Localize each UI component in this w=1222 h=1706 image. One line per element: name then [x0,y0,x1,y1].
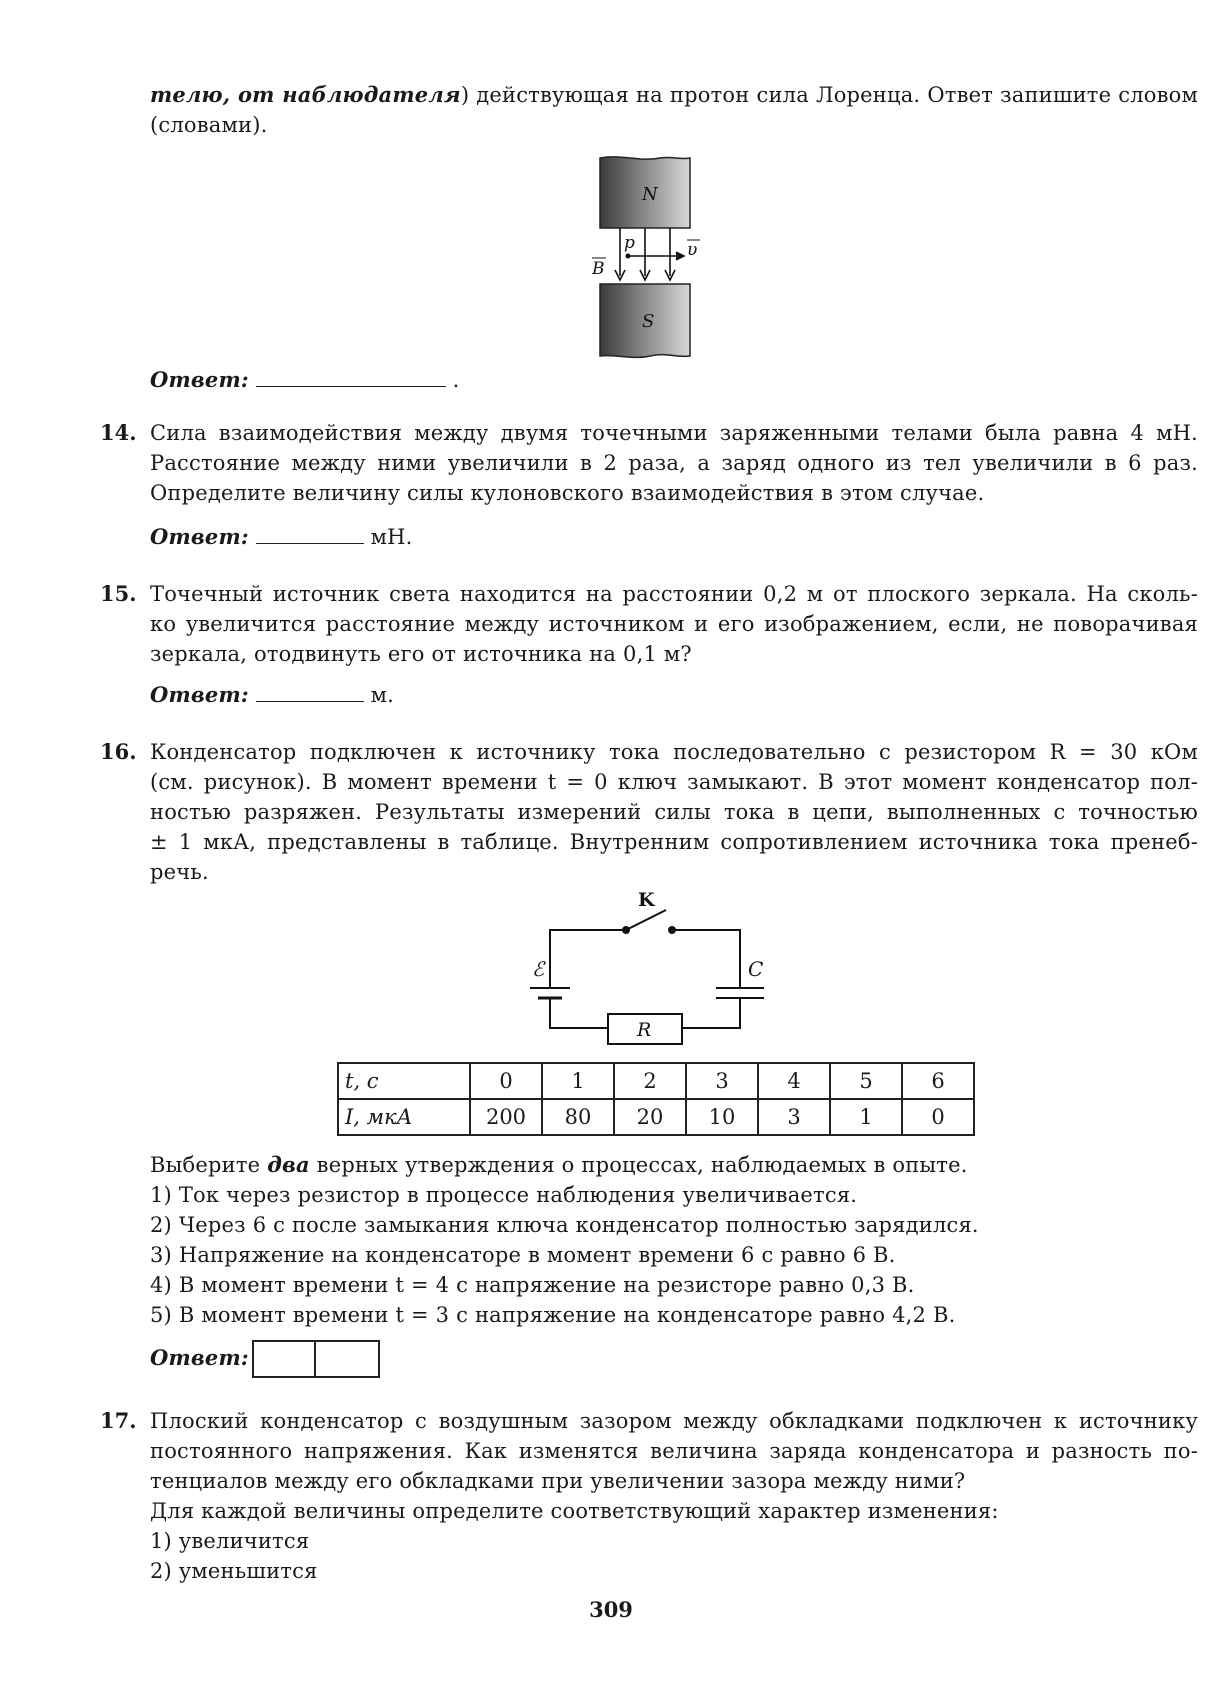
v-label: υ [687,240,698,260]
q16-number: 16. [100,739,137,764]
answer-14: Ответ: мН. [150,524,413,549]
q16-line-1: Конденсатор подключен к источнику тока последовательно с резистором R = 30 кОм [150,740,1198,764]
intro-line-1: телю, от наблюдателя) действующая на протон сила Лоренца. Ответ запишите словом [150,82,1198,107]
answer-16-label: Ответ: [150,1345,249,1370]
answer-13: Ответ: . [150,367,460,392]
q15-line-1: Точечный источник света находится на расстоянии 0,2 м от плоского зеркала. На сколь- [150,582,1198,606]
q17-option-2: 2) уменьшится [150,1559,318,1583]
table-cell: 5 [830,1063,902,1099]
table-cell: 4 [758,1063,830,1099]
q14-number: 14. [100,420,137,445]
q16-line-2: (см. рисунок). В момент времени t = 0 ключ замыкают. В этот момент конденсатор пол- [150,770,1198,794]
table-cell: 0 [470,1063,542,1099]
q15-line-3: зеркала, отодвинуть его от источника на 0,1 м? [150,642,692,666]
table-header-time: t, с [338,1063,470,1099]
table-cell: 1 [542,1063,614,1099]
velocity-arrow [628,252,684,260]
answer-16-box[interactable] [252,1340,380,1378]
q17-line-3: тенциалов между его обкладками при увеличении зазора между ними? [150,1469,966,1493]
q17-line-2: постоянного напряжения. Как изменятся величина заряда конденсатора и разность по- [150,1439,1198,1463]
q16-option-4: 4) В момент времени t = 4 с напряжение на резисторе равно 0,3 В. [150,1273,915,1297]
table-row-time [338,1063,974,1099]
magnet-figure [580,152,720,362]
q16-option-5: 5) В момент времени t = 3 с напряжение на конденсаторе равно 4,2 В. [150,1303,956,1327]
table-cell: 10 [686,1099,758,1135]
q16-choose-instruction: Выберите два верных утверждения о процессах, наблюдаемых в опыте. [150,1152,968,1177]
answer-box-divider [314,1342,316,1376]
q14-line-3: Определите величину силы кулоновского взаимодействия в этом случае. [150,481,985,505]
proton-dot [626,254,631,259]
answer-15-field[interactable] [256,701,364,702]
q15-line-2: ко увеличится расстояние между источником и его изображением, если, не поворачивая [150,612,1198,636]
q17-option-1: 1) увеличится [150,1529,310,1553]
circuit-diagram [520,888,780,1058]
table-cell: 200 [470,1099,542,1135]
q14-line-2: Расстояние между ними увеличили в 2 раза, а заряд одного из тел увеличили в 6 раз. [150,451,1198,475]
table-cell: 1 [830,1099,902,1135]
table-row-current [338,1099,974,1135]
q16-option-1: 1) Ток через резистор в процессе наблюдения увеличивается. [150,1183,858,1207]
key-contact-right [669,927,675,933]
q17-number: 17. [100,1408,137,1433]
q16-line-5: речь. [150,860,209,884]
table-cell: 2 [614,1063,686,1099]
q15-number: 15. [100,581,137,606]
key-switch [626,910,666,930]
table-cell: 3 [686,1063,758,1099]
q16-option-3: 3) Напряжение на конденсаторе в момент времени 6 с равно 6 В. [150,1243,896,1267]
answer-15: Ответ: м. [150,682,395,707]
resistor-label: R [637,1019,652,1041]
key-label: K [638,889,655,911]
north-label: N [642,184,658,205]
answer-13-field[interactable] [256,386,446,387]
intro-line-2: (словами). [150,113,268,137]
q17-line-1: Плоский конденсатор с воздушным зазором между обкладками подключен к источнику [150,1409,1198,1433]
table-header-current: I, мкА [338,1099,470,1135]
q16-line-3: ностью разряжен. Результаты измерений силы тока в цепи, выполненных с точностью [150,800,1198,824]
q16-line-4: ± 1 мкА, представлены в таблице. Внутренним сопротивлением источника тока пренеб- [150,830,1198,854]
capacitor-label: C [748,957,764,981]
table-cell: 0 [902,1099,974,1135]
answer-14-field[interactable] [256,543,364,544]
table-cell: 20 [614,1099,686,1135]
emf-label: ℰ [532,957,545,981]
q14-line-1: Сила взаимодействия между двумя точечными заряженными телами была равна 4 мН. [150,421,1198,445]
q16-option-2: 2) Через 6 с после замыкания ключа конденсатор полностью зарядился. [150,1213,979,1237]
p-label: p [624,233,635,253]
measurement-table [337,1062,975,1136]
b-label: B [592,259,605,279]
page-number: 309 [589,1597,633,1622]
table-cell: 80 [542,1099,614,1135]
south-label: S [642,311,655,332]
table-cell: 6 [902,1063,974,1099]
table-cell: 3 [758,1099,830,1135]
q17-line-4: Для каждой величины определите соответствующий характер изменения: [150,1499,999,1523]
